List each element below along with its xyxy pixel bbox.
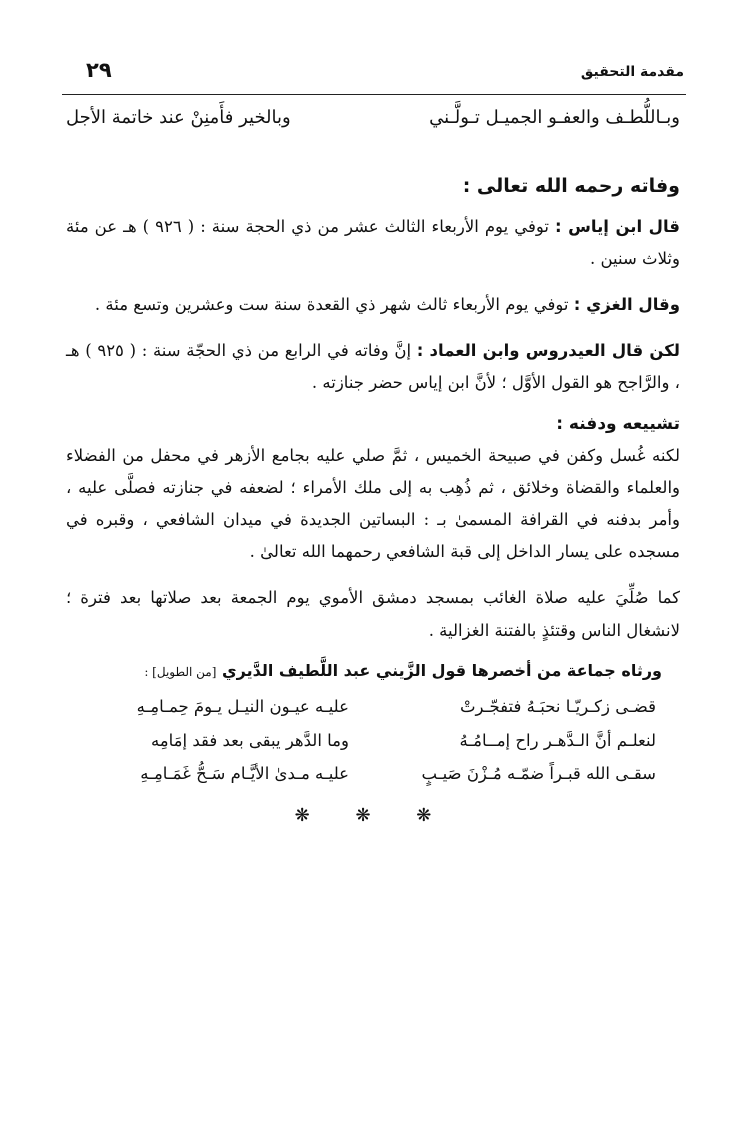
paragraph-aydarus: [66, 335, 680, 399]
paragraph-text: إنَّ وفاته في الرابع من ذي الحجّة سنة : ( ٩٢٥ ) هـ ، والرَّاجح هو القول الأوَّل ؛ لأنَّ ابن إياس حضر جنازته .: [66, 341, 680, 393]
page-number: ٢٩: [86, 58, 112, 82]
page-header: [64, 58, 684, 90]
paragraph-lead: قال ابن إياس :: [554, 216, 680, 236]
paragraph-burial: لكنه غُسل وكفن في صبيحة الخميس ، ثمَّ صلي عليه بجامع الأزهر في محفل من الفضلاء والعلماء والقضاة وخلائق ، ثم ذُهِب به إلى ملك الأمراء ؛ لضعفه في جنازته فصلَّى عليه ، وأمر بدفنه في القرافة المسمىٰ بـ : البساتين الجديدة في ميدان الشافعي ، وقبره في مسجده على يسار الداخل إلى قبة الشافعي رحمهما الله تعالىٰ .: [66, 445, 680, 562]
poem-first-hemistich: لنعلـم أنَّ الـدَّهـر راح إمــامُـهُ: [459, 730, 656, 750]
paragraph-ghazzi: [66, 289, 680, 321]
page-body: [66, 100, 680, 826]
paragraph-absentee-prayer: كما صُلِّيَ عليه صلاة الغائب بمسجد دمشق الأموي يوم الجمعة بعد صلاتها بعد فترة ؛ لانشغال الناس وقتئذٍ بالفتنة الغزالية .: [66, 588, 680, 640]
poem-first-hemistich: قضـى زكـريّـا نحبَـهُ فتفجّـرتْ: [460, 696, 656, 716]
poem-line: [66, 757, 680, 791]
running-title: مقدمة التحقيق: [580, 64, 684, 80]
header-rule: [62, 94, 686, 95]
paragraph-text: توفي يوم الأربعاء ثالث شهر ذي القعدة سنة ست وعشرين وتسع مئة .: [94, 295, 574, 315]
poem-second-hemistich: عليـه مـدىٰ الأيَّـام سَـحُّ غَمَـامِـهِ: [140, 764, 349, 784]
poem-intro-text: ورثاه جماعة من أخصرها قول الزَّيني عبد اللَّطيف الدَّيري: [216, 660, 662, 680]
poem-second-hemistich: وما الدَّهر يبقى بعد فقد إمَامِه: [150, 730, 349, 750]
verse-first-hemistich: وبـاللُّطـف والعفـو الجميـل تـولَّـني: [429, 107, 680, 128]
paragraph-ibn-iyas: [66, 211, 680, 275]
paragraph-lead: لكن قال العيدروس وابن العماد :: [416, 341, 680, 361]
poem-intro: [66, 661, 680, 680]
verse-second-hemistich: وبالخير فأَمنِنْ عند خاتمة الأجل: [66, 107, 291, 128]
poem-first-hemistich: سقـى الله قبـراً ضمّـه مُـزْنَ صَيـبٍ: [421, 764, 656, 784]
poem-line: [66, 724, 680, 758]
opening-verse: [66, 104, 680, 133]
poem-meter: [من الطويل] :: [144, 664, 217, 679]
section-ornament: ❋ ❋ ❋: [294, 805, 452, 827]
poem-line: [66, 690, 680, 724]
poem-second-hemistich: عليـه عيـون النيـل يـومَ حِمـامِـهِ: [136, 696, 349, 716]
section-title-burial: تشييعه ودفنه :: [556, 413, 680, 434]
section-title-death: وفاته رحمه الله تعالى :: [462, 174, 680, 197]
paragraph-lead: وقال الغزي :: [573, 295, 680, 315]
elegy-poem: [66, 690, 680, 791]
paragraph-text: توفي يوم الأربعاء الثالث عشر من ذي الحجة سنة : ( ٩٢٦ ) هـ عن مئة وثلاث سنين .: [66, 216, 680, 268]
